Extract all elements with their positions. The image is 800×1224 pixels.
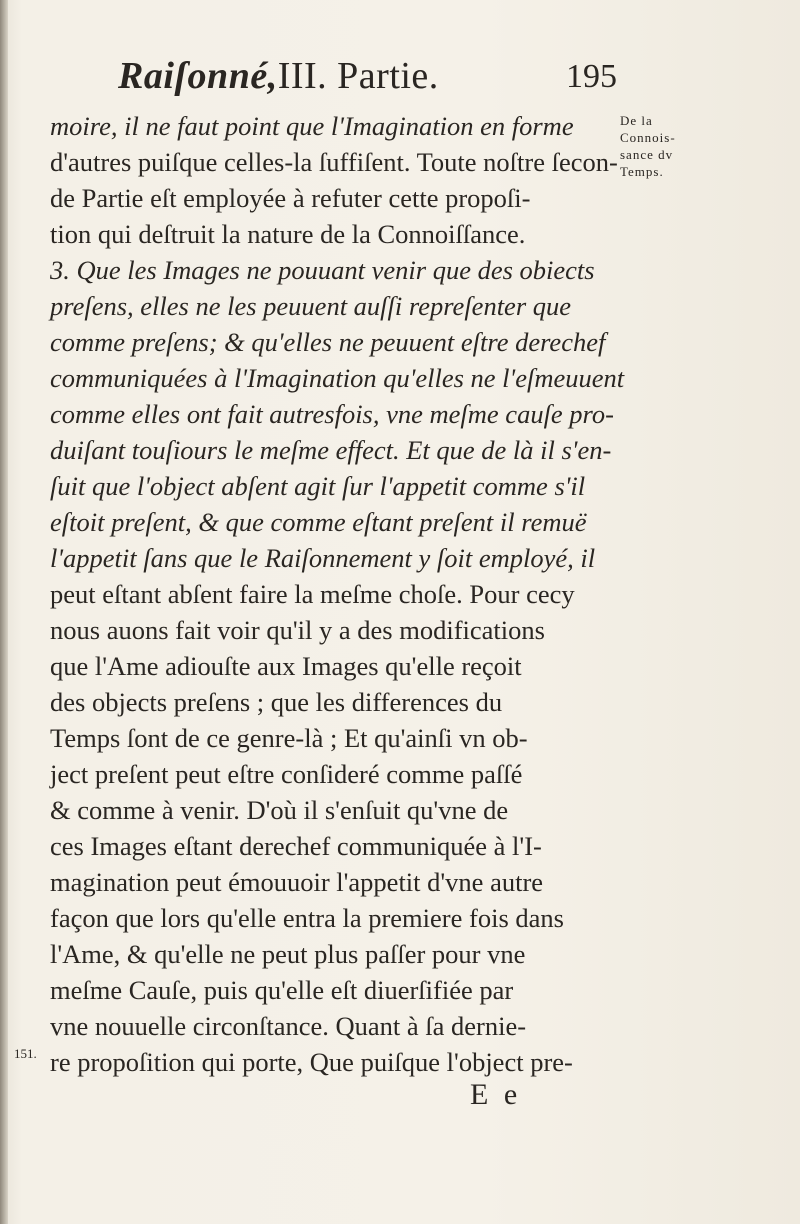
text-line: ſuit que l'object abſent agit ſur l'appetit comme s'il — [50, 471, 586, 501]
margin-note-line: sance dv — [620, 147, 674, 162]
text-line: ces Images eſtant derechef communiquée à l'I- — [50, 831, 542, 861]
margin-number: 151. — [14, 1046, 37, 1061]
text-line: moire, il ne faut point que l'Imagination en forme — [50, 111, 574, 141]
text-line: magination peut émouuoir l'appetit d'vne autre — [50, 867, 544, 897]
margin-note — [620, 112, 710, 180]
text-line: preſens, elles ne les peuuent auſſi repreſenter que — [50, 291, 572, 321]
text-line: l'appetit ſans que le Raiſonnement y ſoit employé, il — [50, 543, 596, 573]
text-line: d'autres puiſque celles-la ſuffiſent. Toute noſtre ſecon- — [50, 147, 618, 177]
text-line: de Partie eſt employée à refuter cette propoſi- — [50, 183, 531, 213]
part-label: III. Partie. — [277, 55, 439, 97]
signature-mark: E e — [470, 1078, 522, 1111]
text-line: ject preſent peut eſtre conſideré comme paſſé — [50, 759, 523, 789]
page-gutter — [0, 0, 8, 1224]
text-line: meſme Cauſe, puis qu'elle eſt diuerſifiée par — [50, 975, 514, 1005]
text-line: re propoſition qui porte, Que puiſque l'object pre- — [50, 1047, 573, 1077]
text-line: 3. Que les Images ne pouuant venir que des obiects — [50, 255, 595, 285]
margin-note-line: Temps. — [620, 164, 664, 179]
margin-note-line: De la — [620, 113, 653, 128]
text-line: Temps ſont de ce genre-là ; Et qu'ainſi vn ob- — [50, 723, 528, 753]
text-line: l'Ame, & qu'elle ne peut plus paſſer pour vne — [50, 939, 526, 969]
page-header — [118, 48, 618, 100]
running-title: Raiſonné,III. Partie. — [118, 55, 439, 97]
text-line: eſtoit preſent, & que comme eſtant preſent il remuë — [50, 507, 587, 537]
page-number: 195 — [566, 58, 617, 95]
text-line: des objects preſens ; que les differences du — [50, 687, 503, 717]
margin-note-line: Connois- — [620, 130, 676, 145]
text-line: & comme à venir. D'où il s'enſuit qu'vne de — [50, 795, 509, 825]
text-line: peut eſtant abſent faire la meſme choſe. Pour cecy — [50, 579, 575, 609]
body-text — [50, 108, 625, 1080]
text-line: duiſant touſiours le meſme effect. Et que de là il s'en- — [50, 435, 612, 465]
text-line: comme elles ont fait autresfois, vne meſme cauſe pro- — [50, 399, 614, 429]
text-line: façon que lors qu'elle entra la premiere fois dans — [50, 903, 564, 933]
text-line: comme preſens; & qu'elles ne peuuent eſtre derechef — [50, 327, 606, 357]
text-line: communiquées à l'Imagination qu'elles ne l'eſmeuuent — [50, 363, 625, 393]
text-line: nous auons fait voir qu'il y a des modifications — [50, 615, 545, 645]
text-line: vne nouuelle circonſtance. Quant à ſa dernie- — [50, 1011, 527, 1041]
text-line: que l'Ame adiouſte aux Images qu'elle reçoit — [50, 651, 522, 681]
text-line: tion qui deſtruit la nature de la Connoiſſance. — [50, 219, 526, 249]
